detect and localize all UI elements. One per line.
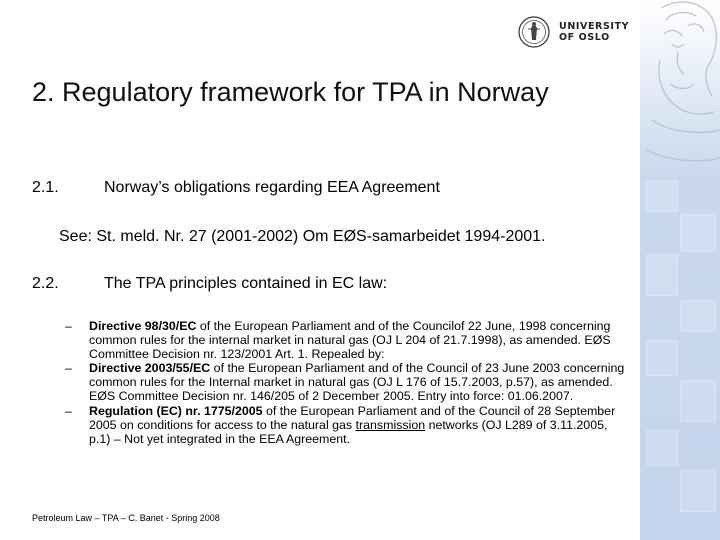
- university-seal-icon: [518, 16, 550, 48]
- section-number-2-2: 2.2.: [32, 275, 59, 292]
- item-underlined-text: transmission: [355, 417, 426, 432]
- section-number-2-1: 2.1.: [32, 179, 59, 196]
- list-item: [65, 319, 627, 361]
- item-text-before: of the European Parliament and of the Council of 28 September 2005 on conditions for access to the natural gas: [89, 403, 616, 432]
- item-title: Directive 98/30/EC: [89, 319, 197, 333]
- see-reference: See: St. meld. Nr. 27 (2001-2002) Om EØS-samarbeidet 1994-2001.: [59, 228, 546, 245]
- list-dash: –: [65, 361, 72, 376]
- slide-title: 2. Regulatory framework for TPA in Norway: [32, 77, 549, 107]
- item-text: of the European Parliament and of the Council of 23 June 2003 concerning common rules for the Internal market in natural gas (OJ L 176 of 15.7.2003, p.57), as amended. EØS Committee Decision nr. 146/205 of 2 December 2005. Entry into force: 01.06.2007.: [89, 361, 625, 404]
- university-name-line1: UNIVERSITY: [559, 21, 630, 32]
- section-heading-2-1: Norway’s obligations regarding EEA Agreement: [104, 179, 440, 196]
- university-name: [559, 21, 629, 43]
- statue-bust-illustration: [642, 0, 720, 170]
- item-title: Directive 2003/55/EC: [89, 361, 211, 376]
- footer-text: Petroleum Law – TPA – C. Banet - Spring 2008: [32, 513, 220, 523]
- list-item: [65, 361, 627, 403]
- university-name-line2: OF OSLO: [559, 32, 610, 43]
- university-logo: [518, 16, 638, 50]
- item-text-after: networks (OJ L289 of 3.11.2005, p.1) – Not yet integrated in the EEA Agreement.: [89, 417, 608, 446]
- item-text: of the European Parliament and of the Councilof 22 June, 1998 concerning common rules for the internal market in natural gas (OJ L 204 of 21.7.1998), as amended. EØS Committee Decision nr. 123/2001 Art. 1. Repealed by:: [89, 319, 611, 362]
- list-dash: –: [65, 319, 72, 333]
- list-item: [65, 404, 627, 446]
- section-heading-2-2: The TPA principles contained in EC law:: [104, 275, 388, 292]
- legislation-list: [65, 319, 627, 446]
- list-dash: –: [65, 403, 72, 418]
- item-title: Regulation (EC) nr. 1775/2005: [89, 403, 263, 418]
